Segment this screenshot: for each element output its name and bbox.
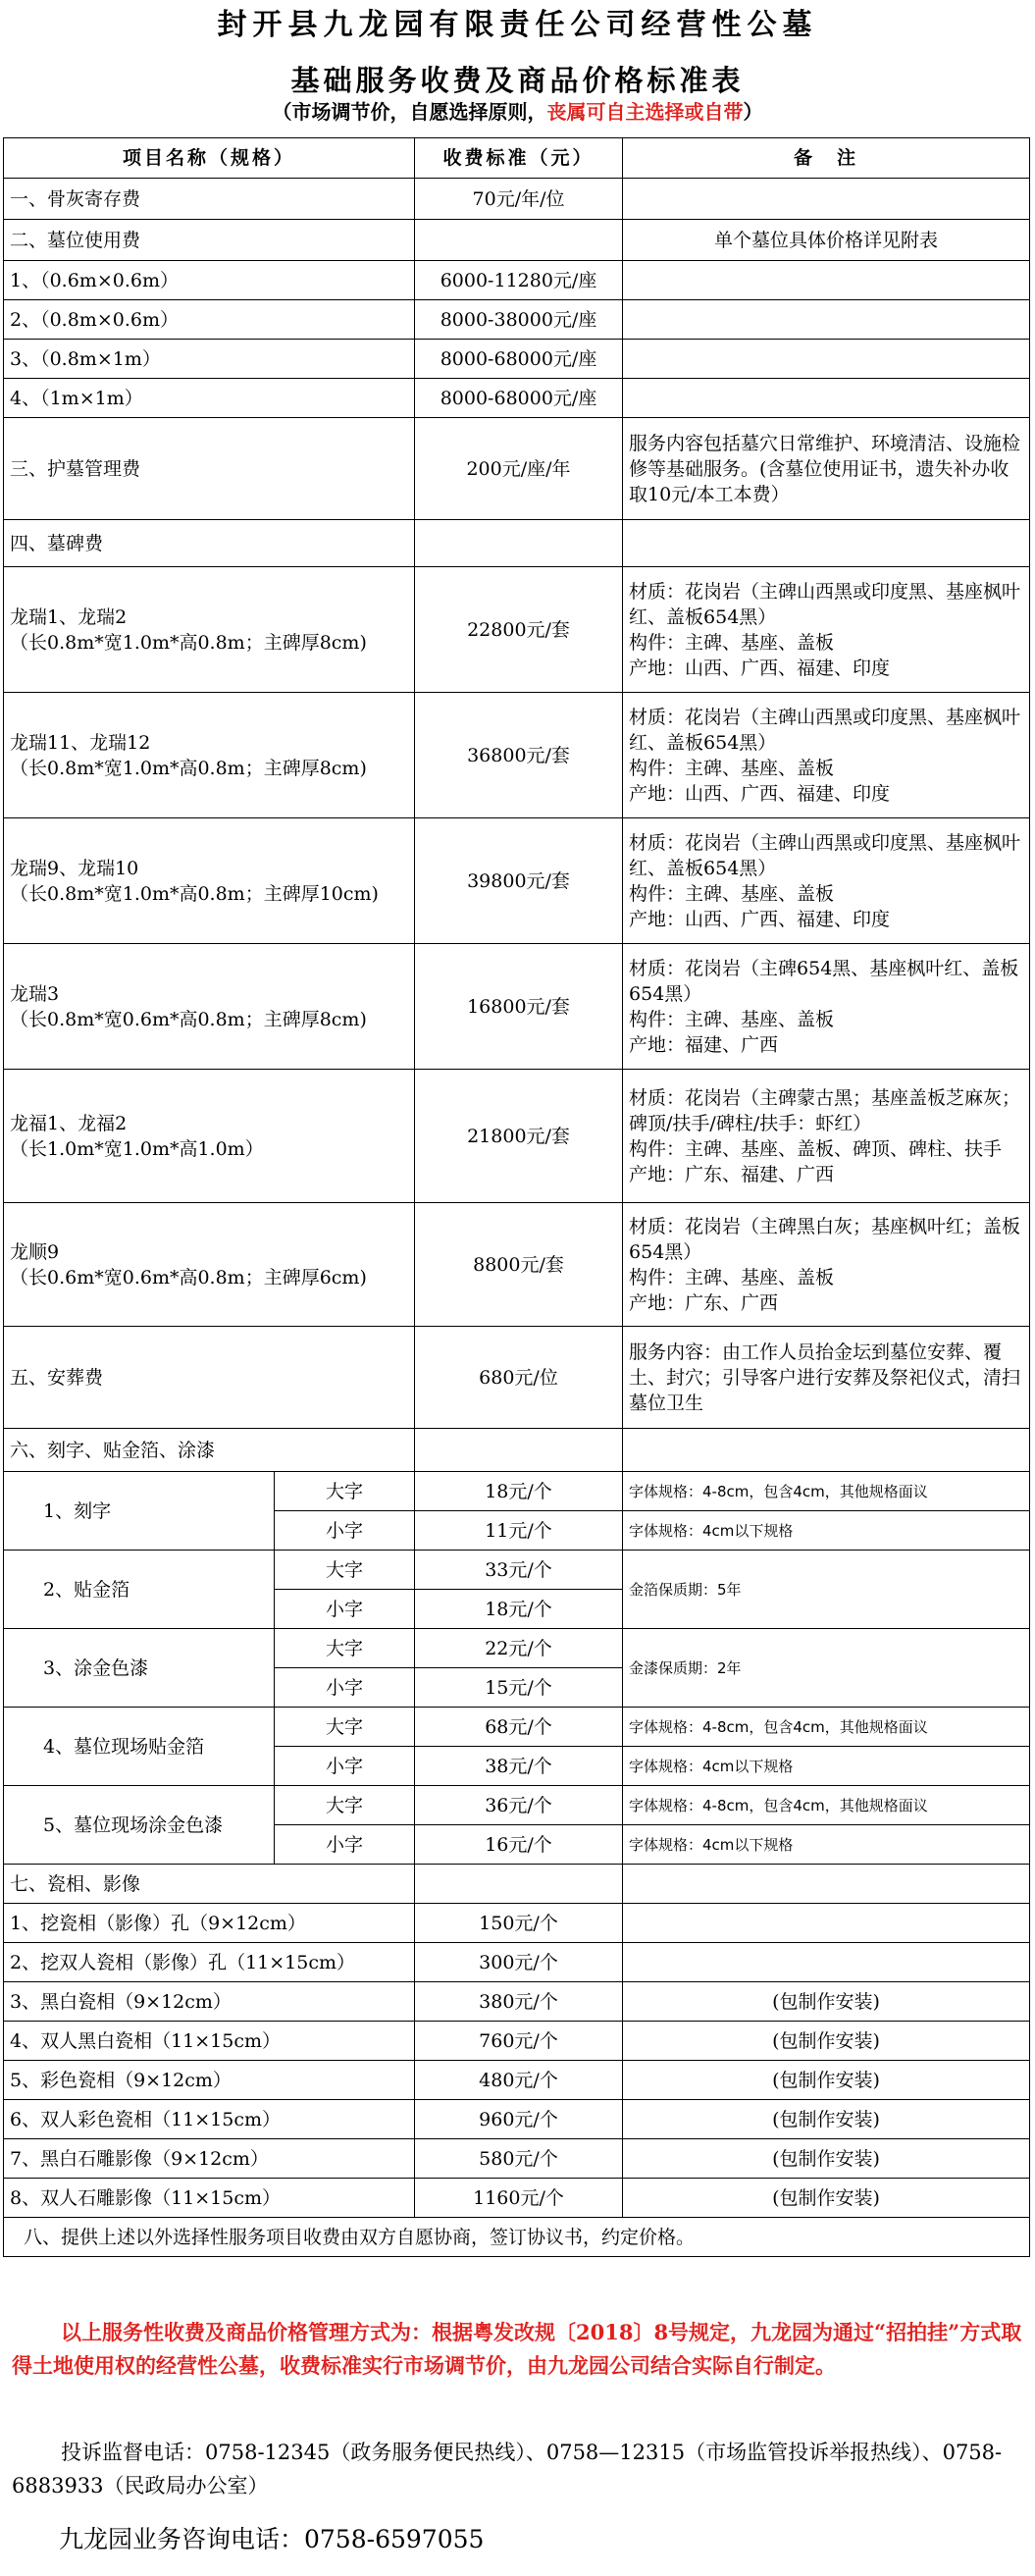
tombstone-spec: （长0.8m*宽1.0m*高0.8m；主碑厚8cm) bbox=[10, 757, 367, 779]
tombstone-row bbox=[4, 818, 1030, 944]
photo-row bbox=[4, 2022, 1030, 2061]
char-size: 小字 bbox=[275, 1668, 415, 1708]
char-size: 小字 bbox=[275, 1825, 415, 1865]
engraving-item: 1、刻字 bbox=[4, 1472, 275, 1551]
item-name: 6、双人彩色瓷相（11×15cm） bbox=[4, 2100, 415, 2139]
tombstone-spec: （长1.0m*宽1.0m*高1.0m） bbox=[10, 1137, 264, 1160]
section-header-row bbox=[4, 1429, 1030, 1472]
engraving-item: 5、墓位现场涂金色漆 bbox=[4, 1786, 275, 1865]
item-price: 6000-11280元/座 bbox=[415, 261, 623, 300]
item-price: 8000-68000元/座 bbox=[415, 340, 623, 379]
empty-cell bbox=[623, 520, 1030, 567]
char-size: 大字 bbox=[275, 1708, 415, 1747]
photo-row bbox=[4, 2061, 1030, 2100]
item-note bbox=[623, 1203, 1030, 1327]
section-header: 七、瓷相、影像 bbox=[4, 1865, 415, 1904]
item-price: 960元/个 bbox=[415, 2100, 623, 2139]
table-row bbox=[4, 300, 1030, 340]
photo-row bbox=[4, 2179, 1030, 2218]
item-note bbox=[623, 818, 1030, 944]
table-row bbox=[4, 220, 1030, 261]
engraving-item: 2、贴金箔 bbox=[4, 1551, 275, 1629]
item-name: 4、双人黑白瓷相（11×15cm） bbox=[4, 2022, 415, 2061]
item-price: 760元/个 bbox=[415, 2022, 623, 2061]
table-row bbox=[4, 2218, 1030, 2257]
item-name: 3、黑白瓷相（9×12cm） bbox=[4, 1982, 415, 2022]
item-note bbox=[623, 1070, 1030, 1203]
item-note bbox=[623, 179, 1030, 220]
item-name: 7、黑白石雕影像（9×12cm） bbox=[4, 2139, 415, 2179]
item-price: 300元/个 bbox=[415, 1943, 623, 1982]
item-price: 39800元/套 bbox=[415, 818, 623, 944]
item-note: 字体规格：4-8cm，包含4cm，其他规格面议 bbox=[623, 1708, 1030, 1747]
item-note bbox=[623, 340, 1030, 379]
item-name: 3、（0.8m×1m） bbox=[4, 340, 415, 379]
item-name: 五、安葬费 bbox=[4, 1327, 415, 1429]
item-price: 68元/个 bbox=[415, 1708, 623, 1747]
tombstone-spec: （长0.8m*宽1.0m*高0.8m；主碑厚8cm) bbox=[10, 631, 367, 654]
note-line: 产地：福建、广西 bbox=[629, 1033, 779, 1056]
item-name: 一、骨灰寄存费 bbox=[4, 179, 415, 220]
item-note bbox=[623, 944, 1030, 1070]
item-note: (包制作安装) bbox=[623, 2022, 1030, 2061]
empty-cell bbox=[623, 1429, 1030, 1472]
item-price: 8000-68000元/座 bbox=[415, 379, 623, 418]
table-row bbox=[4, 379, 1030, 418]
table-row bbox=[4, 340, 1030, 379]
tombstone-row bbox=[4, 693, 1030, 818]
engraving-item: 4、墓位现场贴金箔 bbox=[4, 1708, 275, 1786]
item-name: 1、（0.6m×0.6m） bbox=[4, 261, 415, 300]
item-price: 11元/个 bbox=[415, 1511, 623, 1551]
item-name: 2、挖双人瓷相（影像）孔（11×15cm） bbox=[4, 1943, 415, 1982]
item-price: 36800元/套 bbox=[415, 693, 623, 818]
tombstone-model bbox=[4, 693, 415, 818]
photo-row bbox=[4, 1943, 1030, 1982]
engraving-row bbox=[4, 1551, 1030, 1590]
note-line: 产地：山西、广西、福建、印度 bbox=[629, 782, 891, 805]
tombstone-name: 龙瑞9、龙瑞10 bbox=[10, 857, 139, 879]
photo-row bbox=[4, 2139, 1030, 2179]
page-title: 封开县九龙园有限责任公司经营性公墓 bbox=[217, 8, 818, 42]
item-name: 三、护墓管理费 bbox=[4, 418, 415, 520]
section-header-row bbox=[4, 520, 1030, 567]
complaint-phones: 投诉监督电话：0758-12345（政务服务便民热线）、0758—12315（市场监管投诉举报热线）、0758-6883933（民政局办公室） bbox=[12, 2441, 1003, 2497]
item-note bbox=[623, 693, 1030, 818]
business-hotline: 九龙园业务咨询电话：0758-6597055 bbox=[59, 2525, 485, 2553]
fee-table-body bbox=[4, 179, 1030, 2257]
item-name: 5、彩色瓷相（9×12cm） bbox=[4, 2061, 415, 2100]
table-header-row bbox=[4, 138, 1030, 179]
item-price: 33元/个 bbox=[415, 1551, 623, 1590]
note-line: 材质：花岗岩（主碑山西黑或印度黑、基座枫叶红、盖板654黑） bbox=[629, 580, 1021, 628]
item-note: 字体规格：4cm以下规格 bbox=[623, 1825, 1030, 1865]
note-line: 材质：花岗岩（主碑山西黑或印度黑、基座枫叶红、盖板654黑） bbox=[629, 706, 1021, 754]
table-row bbox=[4, 418, 1030, 520]
item-price: 15元/个 bbox=[415, 1668, 623, 1708]
item-price: 18元/个 bbox=[415, 1590, 623, 1629]
tombstone-model bbox=[4, 818, 415, 944]
item-price: 1160元/个 bbox=[415, 2179, 623, 2218]
note-line: 构件：主碑、基座、盖板 bbox=[629, 757, 835, 779]
tombstone-name: 龙瑞11、龙瑞12 bbox=[10, 731, 151, 754]
empty-cell bbox=[415, 520, 623, 567]
char-size: 大字 bbox=[275, 1551, 415, 1590]
tombstone-model bbox=[4, 944, 415, 1070]
item-price: 380元/个 bbox=[415, 1982, 623, 2022]
note-line: 产地：山西、广西、福建、印度 bbox=[629, 657, 891, 679]
pricing-policy-note: 以上服务性收费及商品价格管理方式为：根据粤发改规〔2018〕8号规定，九龙园为通过“招拍挂”方式取得土地使用权的经营性公墓，收费标准实行市场调节价，由九龙园公司结合实际自行制定。 bbox=[12, 2320, 1022, 2378]
note-line: 材质：花岗岩（主碑山西黑或印度黑、基座枫叶红、盖板654黑） bbox=[629, 831, 1021, 879]
engraving-row bbox=[4, 1786, 1030, 1825]
table-row bbox=[4, 179, 1030, 220]
item-note: (包制作安装) bbox=[623, 1982, 1030, 2022]
tombstone-name: 龙顺9 bbox=[10, 1240, 60, 1263]
item-name: 二、墓位使用费 bbox=[4, 220, 415, 261]
char-size: 小字 bbox=[275, 1747, 415, 1786]
item-note: 字体规格：4-8cm，包含4cm，其他规格面议 bbox=[623, 1472, 1030, 1511]
item-price: 38元/个 bbox=[415, 1747, 623, 1786]
note-line: 构件：主碑、基座、盖板 bbox=[629, 882, 835, 905]
item-note: (包制作安装) bbox=[623, 2100, 1030, 2139]
table-row bbox=[4, 261, 1030, 300]
engraving-item: 3、涂金色漆 bbox=[4, 1629, 275, 1708]
empty-cell bbox=[415, 1429, 623, 1472]
note-line: 材质：花岗岩（主碑黑白灰；基座枫叶红；盖板654黑） bbox=[629, 1215, 1021, 1263]
pricing-principle-prefix: （市场调节价，自愿选择原则， bbox=[272, 100, 547, 124]
item-note: 服务内容：由工作人员抬金坛到墓位安葬、覆土、封穴；引导客户进行安葬及祭祀仪式，清扫墓位卫生 bbox=[623, 1327, 1030, 1429]
item-price: 70元/年/位 bbox=[415, 179, 623, 220]
tombstone-row bbox=[4, 944, 1030, 1070]
item-price: 200元/座/年 bbox=[415, 418, 623, 520]
char-size: 小字 bbox=[275, 1511, 415, 1551]
item-price: 22元/个 bbox=[415, 1629, 623, 1668]
tombstone-spec: （长0.6m*宽0.6m*高0.8m；主碑厚6cm) bbox=[10, 1266, 367, 1288]
tombstone-name: 龙瑞3 bbox=[10, 982, 60, 1005]
tombstone-row bbox=[4, 567, 1030, 693]
photo-row bbox=[4, 1982, 1030, 2022]
item-note bbox=[623, 261, 1030, 300]
note-line: 构件：主碑、基座、盖板 bbox=[629, 631, 835, 654]
note-line: 产地：广东、广西 bbox=[629, 1291, 779, 1314]
item-price: 16800元/套 bbox=[415, 944, 623, 1070]
item-price: 21800元/套 bbox=[415, 1070, 623, 1203]
engraving-row bbox=[4, 1629, 1030, 1668]
item-note: 字体规格：4cm以下规格 bbox=[623, 1747, 1030, 1786]
item-note: 金漆保质期：2年 bbox=[623, 1629, 1030, 1708]
item-price: 36元/个 bbox=[415, 1786, 623, 1825]
tombstone-row bbox=[4, 1203, 1030, 1327]
item-note bbox=[623, 567, 1030, 693]
note-line: 材质：花岗岩（主碑蒙古黑；基座盖板芝麻灰；碑顶/扶手/碑柱/扶手：虾红） bbox=[629, 1086, 1021, 1134]
pricing-principle-highlight: 丧属可自主选择或自带 bbox=[546, 100, 744, 124]
item-price: 8000-38000元/座 bbox=[415, 300, 623, 340]
pricing-principle bbox=[0, 98, 1035, 126]
engraving-row bbox=[4, 1472, 1030, 1511]
item-price: 18元/个 bbox=[415, 1472, 623, 1511]
item-price: 680元/位 bbox=[415, 1327, 623, 1429]
item-note: 字体规格：4-8cm，包含4cm，其他规格面议 bbox=[623, 1786, 1030, 1825]
tombstone-name: 龙瑞1、龙瑞2 bbox=[10, 605, 128, 628]
empty-cell bbox=[415, 1865, 623, 1904]
item-note: 字体规格：4cm以下规格 bbox=[623, 1511, 1030, 1551]
note-line: 产地：广东、福建、广西 bbox=[629, 1163, 835, 1185]
item-note: 服务内容包括墓穴日常维护、环境清洁、设施检修等基础服务。(含墓位使用证书，遗失补办收取10元/本工本费） bbox=[623, 418, 1030, 520]
item-name: 4、（1m×1m） bbox=[4, 379, 415, 418]
section-header: 四、墓碑费 bbox=[4, 520, 415, 567]
item-note: (包制作安装) bbox=[623, 2139, 1030, 2179]
item-price: 150元/个 bbox=[415, 1904, 623, 1943]
table-row bbox=[4, 1327, 1030, 1429]
item-name: 2、（0.8m×0.6m） bbox=[4, 300, 415, 340]
char-size: 大字 bbox=[275, 1472, 415, 1511]
engraving-row bbox=[4, 1708, 1030, 1747]
item-note: (包制作安装) bbox=[623, 2061, 1030, 2100]
item-note bbox=[623, 300, 1030, 340]
section-header: 六、刻字、贴金箔、涂漆 bbox=[4, 1429, 415, 1472]
note-line: 产地：山西、广西、福建、印度 bbox=[629, 908, 891, 930]
item-note bbox=[623, 1943, 1030, 1982]
note-line: 构件：主碑、基座、盖板 bbox=[629, 1266, 835, 1288]
title-block bbox=[0, 0, 1035, 137]
item-note: 单个墓位具体价格详见附表 bbox=[623, 220, 1030, 261]
item-note bbox=[623, 1904, 1030, 1943]
char-size: 大字 bbox=[275, 1786, 415, 1825]
item-price: 8800元/套 bbox=[415, 1203, 623, 1327]
note-line: 构件：主碑、基座、盖板 bbox=[629, 1008, 835, 1030]
note-line: 构件：主碑、基座、盖板、碑顶、碑柱、扶手 bbox=[629, 1137, 1003, 1160]
char-size: 大字 bbox=[275, 1629, 415, 1668]
item-price: 22800元/套 bbox=[415, 567, 623, 693]
other-services: 八、提供上述以外选择性服务项目收费由双方自愿协商，签订协议书，约定价格。 bbox=[4, 2218, 1030, 2257]
section-header-row bbox=[4, 1865, 1030, 1904]
item-price: 16元/个 bbox=[415, 1825, 623, 1865]
header-price: 收费标准（元） bbox=[415, 138, 623, 179]
header-item: 项目名称（规格） bbox=[4, 138, 415, 179]
fee-table bbox=[3, 137, 1030, 2257]
item-note: 金箔保质期：5年 bbox=[623, 1551, 1030, 1629]
photo-row bbox=[4, 2100, 1030, 2139]
page-subtitle: 基础服务收费及商品价格标准表 bbox=[290, 64, 745, 97]
tombstone-row bbox=[4, 1070, 1030, 1203]
item-note: (包制作安装) bbox=[623, 2179, 1030, 2218]
item-price bbox=[415, 220, 623, 261]
photo-row bbox=[4, 1904, 1030, 1943]
tombstone-model bbox=[4, 1070, 415, 1203]
item-name: 1、挖瓷相（影像）孔（9×12cm） bbox=[4, 1904, 415, 1943]
tombstone-spec: （长0.8m*宽1.0m*高0.8m；主碑厚10cm) bbox=[10, 882, 379, 905]
empty-cell bbox=[623, 1865, 1030, 1904]
item-price: 480元/个 bbox=[415, 2061, 623, 2100]
tombstone-name: 龙福1、龙福2 bbox=[10, 1112, 128, 1134]
pricing-principle-suffix: ） bbox=[743, 100, 763, 124]
tombstone-spec: （长0.8m*宽0.6m*高0.8m；主碑厚8cm) bbox=[10, 1008, 367, 1030]
item-price: 580元/个 bbox=[415, 2139, 623, 2179]
header-note: 备 注 bbox=[623, 138, 1030, 179]
item-name: 8、双人石雕影像（11×15cm） bbox=[4, 2179, 415, 2218]
tombstone-model bbox=[4, 1203, 415, 1327]
note-line: 材质：花岗岩（主碑654黑、基座枫叶红、盖板654黑） bbox=[629, 957, 1019, 1005]
tombstone-model bbox=[4, 567, 415, 693]
item-note bbox=[623, 379, 1030, 418]
char-size: 小字 bbox=[275, 1590, 415, 1629]
